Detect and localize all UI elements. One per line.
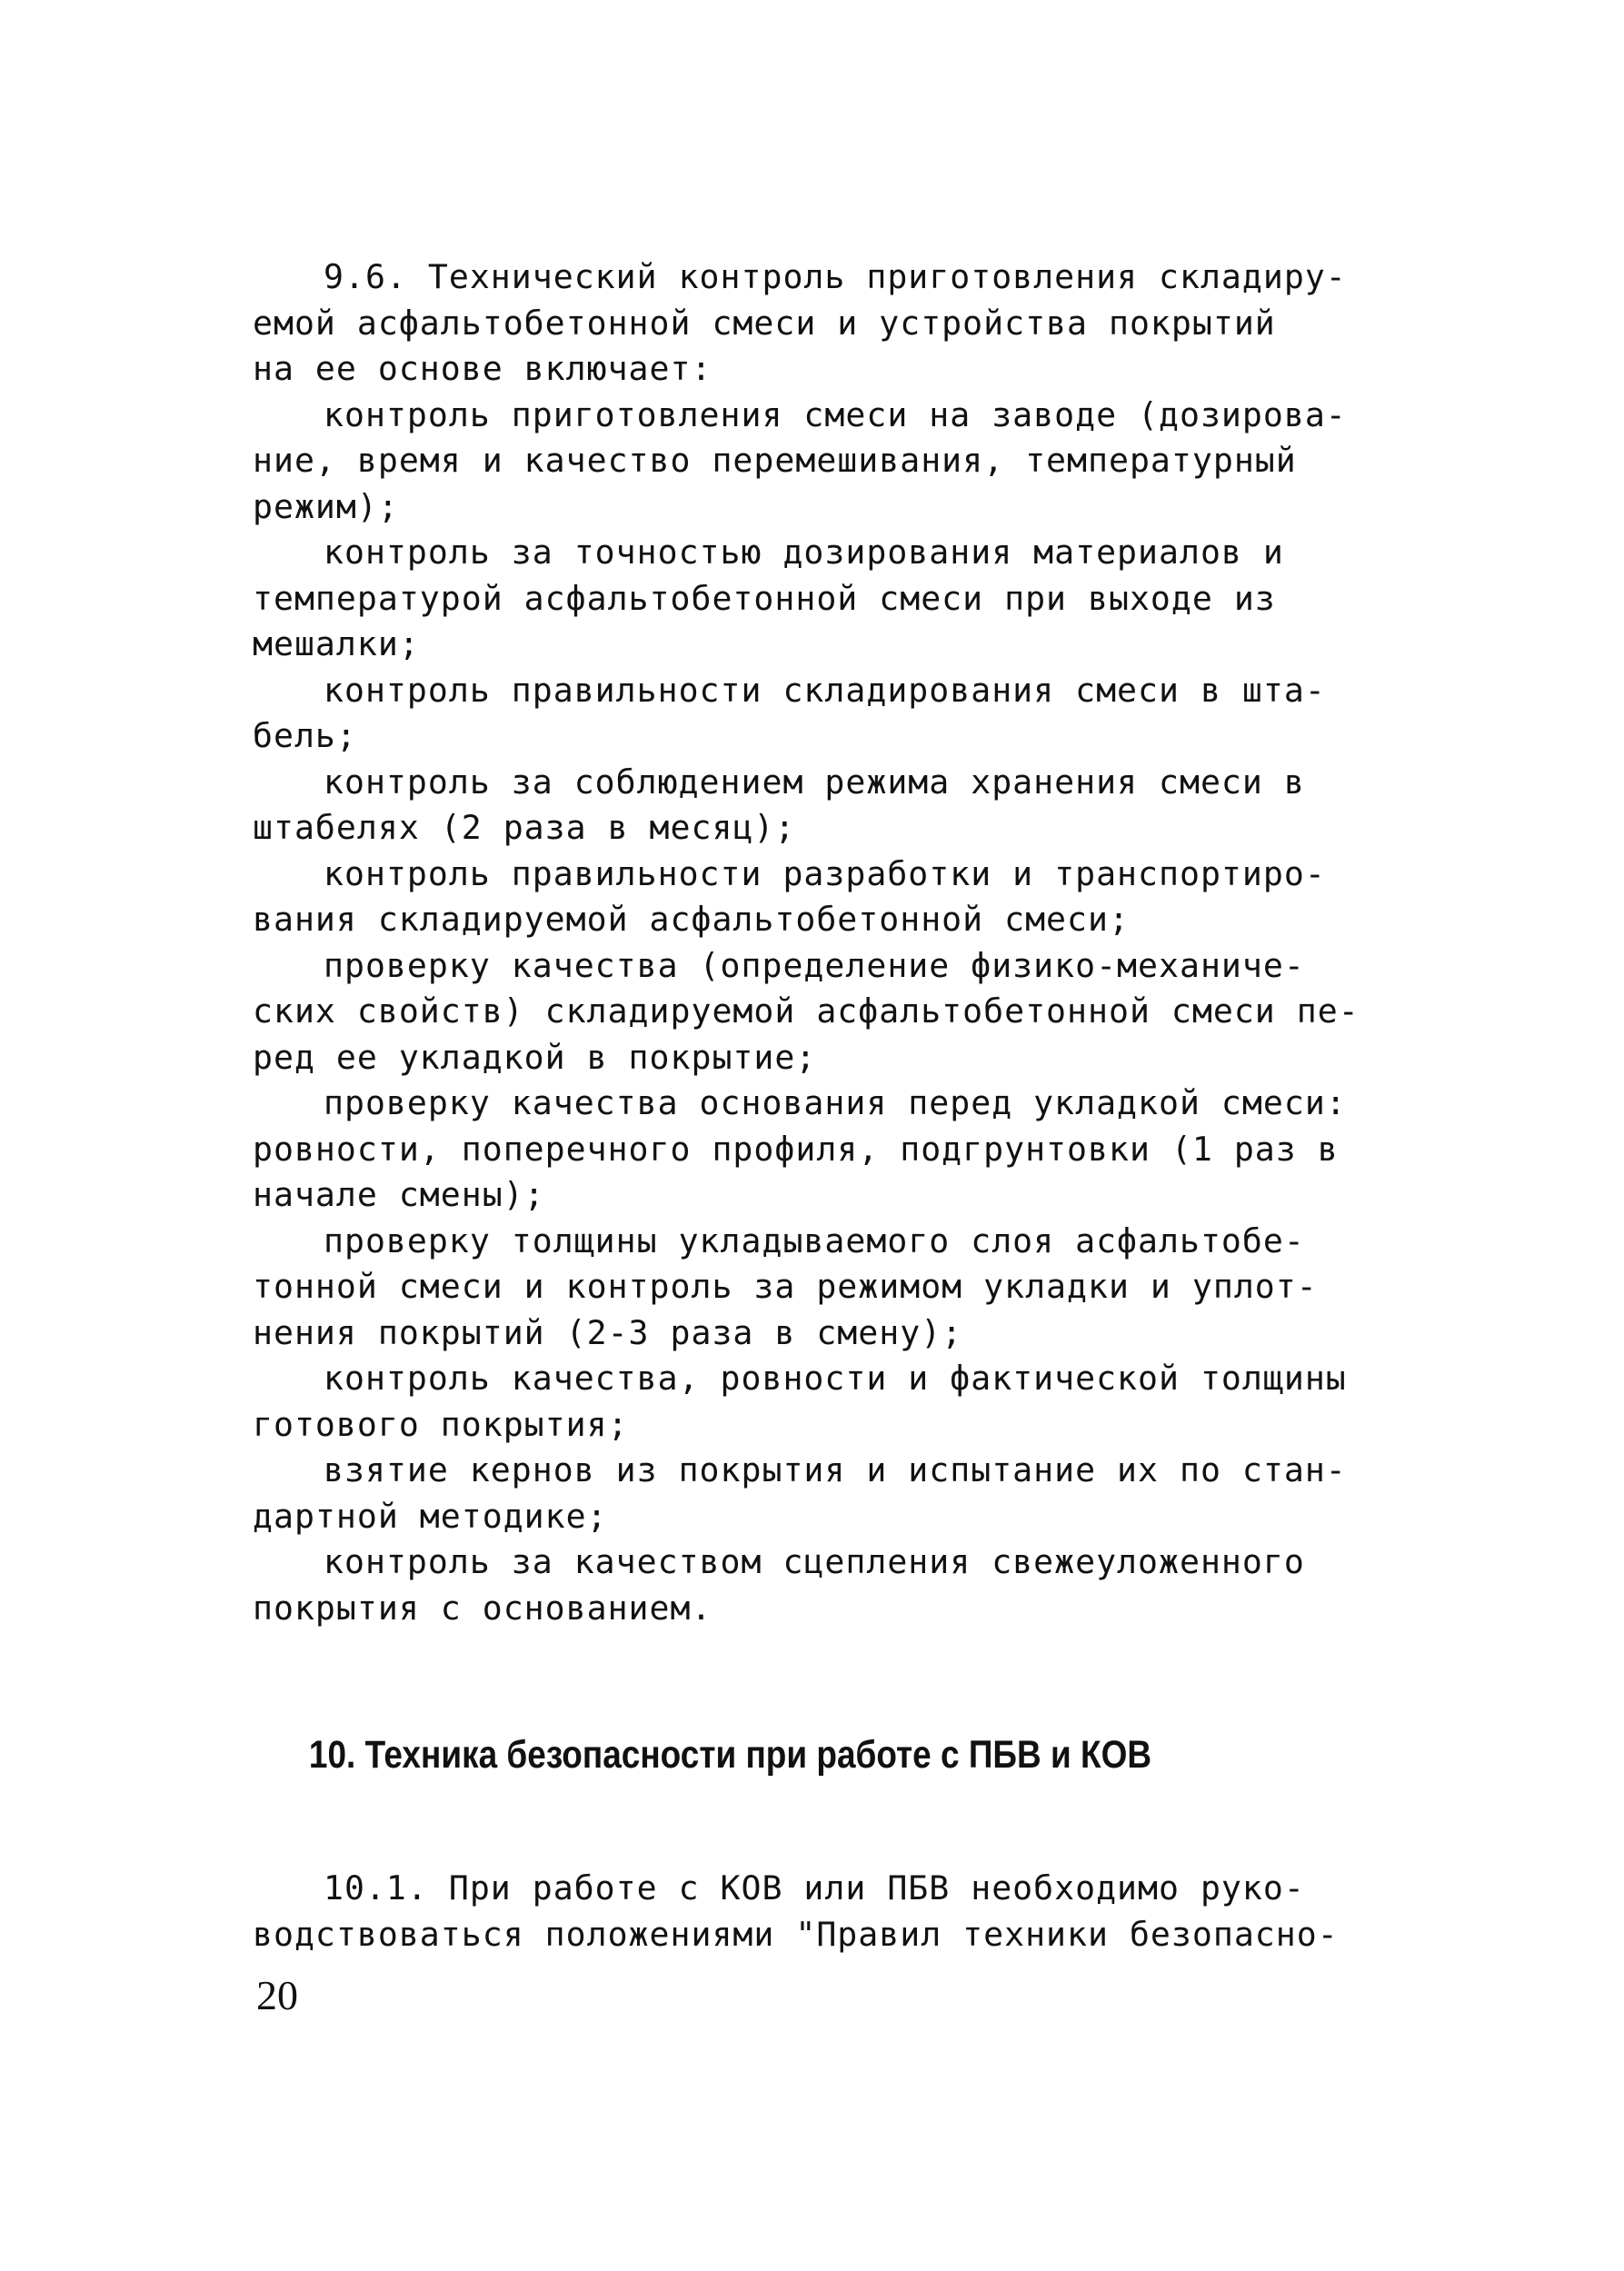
- list-item-6: проверку качества (определение физико-механиче- ских свойств) складируемой асфальтобетонной смеси пе- ред ее укладкой в покрытие;: [253, 945, 1360, 1077]
- list-item-5: контроль правильности разработки и транспортиро- вания складируемой асфальтобетонной смеси;: [253, 853, 1326, 939]
- list-item-7: проверку качества основания перед укладкой смеси: ровности, поперечного профиля, подгрунтовки (1 раз в начале смены);: [253, 1083, 1347, 1214]
- list-item-10: взятие кернов из покрытия и испытание их по стан- дартной методике;: [253, 1450, 1347, 1536]
- list-item-9: контроль качества, ровности и фактической толщины готового покрытия;: [253, 1359, 1347, 1444]
- list-item-8: проверку толщины укладываемого слоя асфальтобе- тонной смеси и контроль за режимом укладки и уплот- нения покрытий (2-3 раза в смену);: [253, 1220, 1318, 1352]
- list-item-1: контроль приготовления смеси на заводе (дозирова- ние, время и качество перемешивания, температурный режим);: [253, 394, 1347, 526]
- paragraph-9-6: 9.6. Технический контроль приготовления складиру- емой асфальтобетонной смеси и устройства покрытий на ее основе включает:: [253, 257, 1347, 388]
- page-number: 20: [256, 1972, 298, 2018]
- paragraph-10-1: 10.1. При работе с КОВ или ПБВ необходимо руко- водствоваться положениями "Правил техники безопасно-: [253, 1868, 1339, 1954]
- list-item-4: контроль за соблюдением режима хранения смеси в штабелях (2 раза в месяц);: [253, 762, 1305, 847]
- document-page: [253, 254, 1434, 1957]
- list-item-11: контроль за качеством сцепления свежеуложенного покрытия с основанием.: [253, 1542, 1305, 1628]
- list-item-2: контроль за точностью дозирования материалов и температурой асфальтобетонной смеси при выходе из мешалки;: [253, 533, 1284, 663]
- list-item-3: контроль правильности складирования смеси в шта- бель;: [253, 670, 1326, 755]
- section-10-heading: 10. Техника безопасности при работе с ПБВ и КОВ: [308, 1733, 1152, 1777]
